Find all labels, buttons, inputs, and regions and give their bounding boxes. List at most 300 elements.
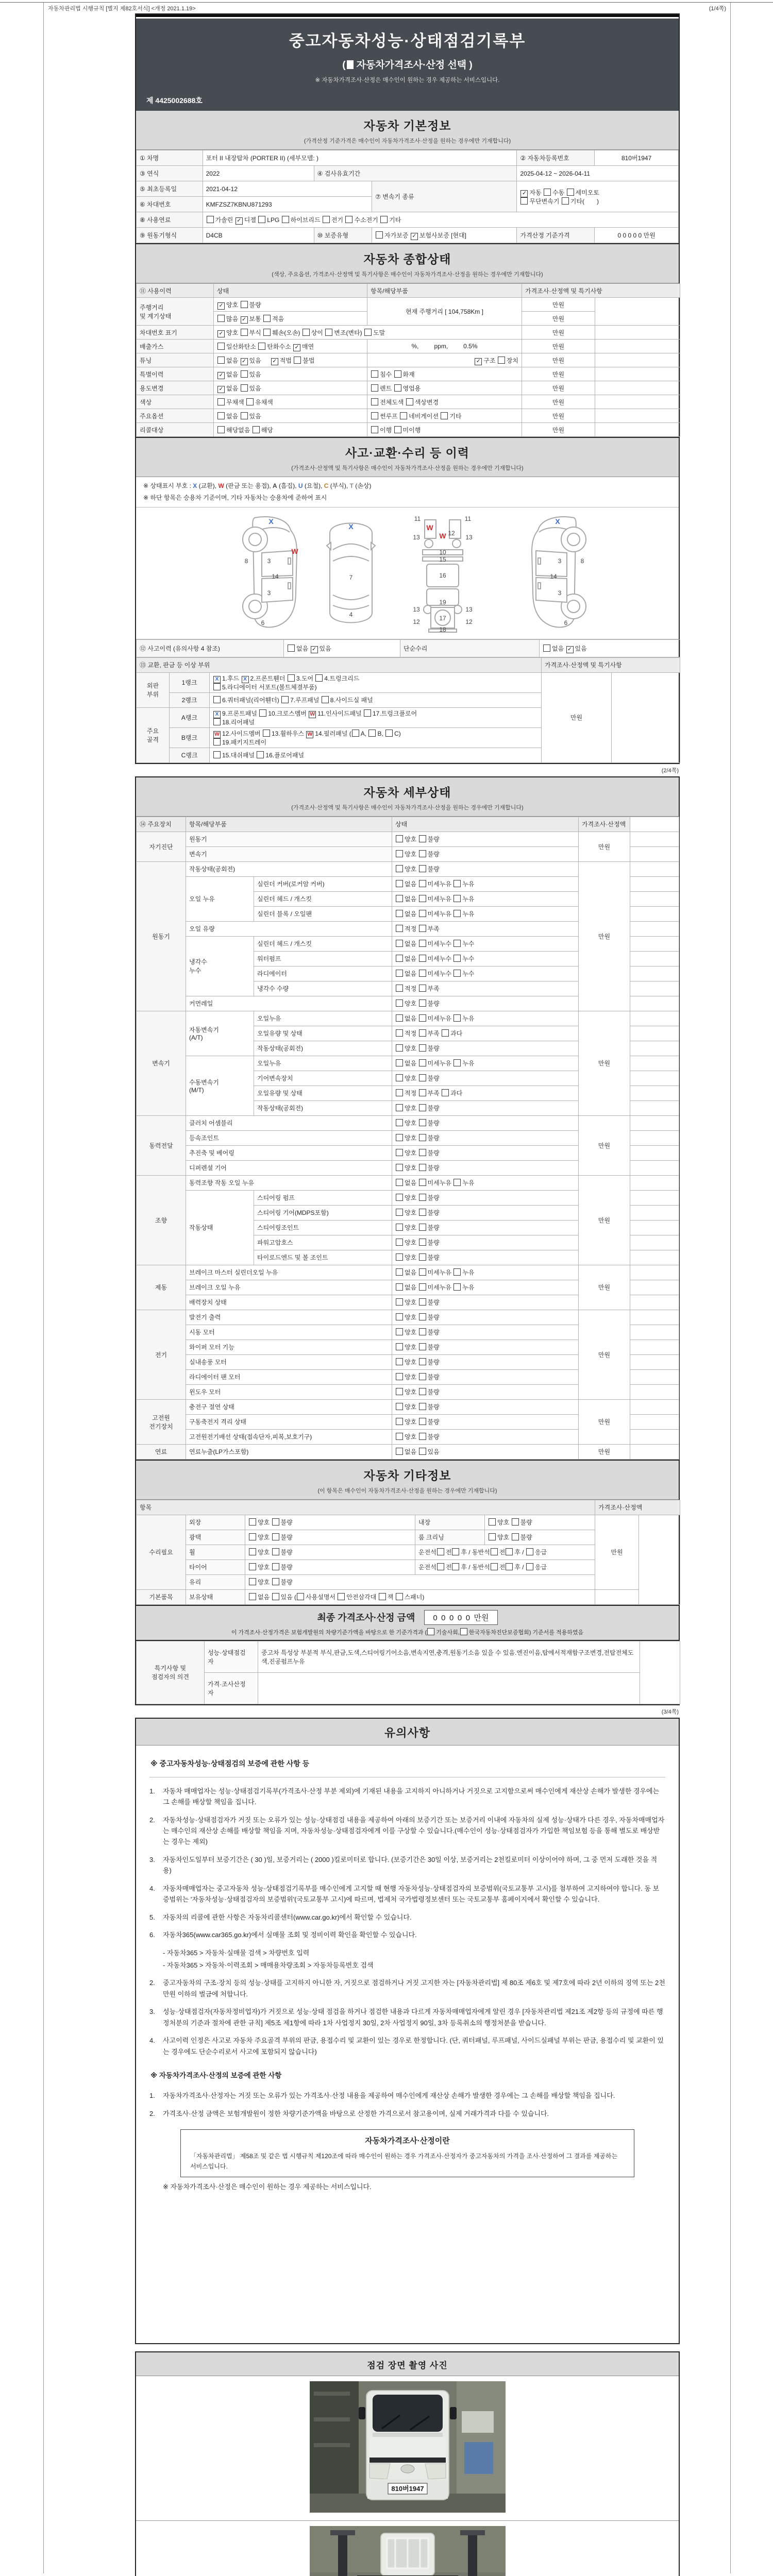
checkbox[interactable] <box>396 1134 403 1141</box>
diagram-part-number: 4 <box>349 611 353 618</box>
diagram-mark-weld: W <box>291 547 298 555</box>
checkbox[interactable] <box>460 1628 467 1635</box>
checkbox-checked[interactable]: ✓ <box>271 358 278 365</box>
checkbox[interactable] <box>419 1433 426 1440</box>
checkbox[interactable] <box>241 370 248 378</box>
table-cell: ⑦ 변속기 종류 <box>372 181 517 212</box>
checkbox[interactable] <box>249 1518 256 1526</box>
checkbox[interactable] <box>396 1194 403 1201</box>
table-cell: 오일 유량 <box>186 921 392 936</box>
checkbox[interactable] <box>396 1014 403 1022</box>
checkbox[interactable] <box>453 895 461 902</box>
table-cell: ⑧ 사용연료 <box>137 212 203 228</box>
checkbox[interactable] <box>442 1029 449 1037</box>
checkbox[interactable] <box>453 970 461 977</box>
checkbox-checked[interactable]: ✓ <box>566 646 574 653</box>
group-label: 원동기 <box>137 861 186 1011</box>
checkbox[interactable] <box>282 216 289 223</box>
remarks-cell <box>630 1250 679 1265</box>
checkbox[interactable] <box>453 910 461 917</box>
table-cell: 가격조사·산정액 및 특기사항 <box>522 284 680 298</box>
checkbox[interactable] <box>396 1224 403 1231</box>
checkbox[interactable] <box>364 329 372 336</box>
checkbox[interactable] <box>394 384 401 392</box>
checkbox-checked[interactable]: ✓ <box>241 316 248 324</box>
checkbox[interactable] <box>396 1253 403 1261</box>
checkbox[interactable] <box>396 835 403 842</box>
checkbox[interactable] <box>396 1074 403 1081</box>
table-cell: 항목/해당부품 <box>367 284 522 298</box>
table-cell: 외장 <box>186 1515 245 1530</box>
checkbox[interactable] <box>396 1209 403 1216</box>
checkbox[interactable] <box>207 216 214 223</box>
checkbox[interactable] <box>396 1029 403 1037</box>
etc-info-table <box>136 1500 680 1605</box>
svg-text:810버1947: 810버1947 <box>391 2484 424 2493</box>
checkbox[interactable] <box>419 1328 426 1335</box>
diagram-part-number: 10 <box>439 548 446 556</box>
checkbox[interactable] <box>453 1059 461 1066</box>
table-cell: 만원 <box>522 367 595 381</box>
checkbox[interactable] <box>419 1358 426 1365</box>
table-cell: 해당없음 해당 <box>214 423 367 437</box>
table-cell: 양호 불량 <box>245 1560 415 1574</box>
checkbox[interactable] <box>396 1328 403 1335</box>
checkbox[interactable] <box>452 1563 459 1570</box>
checkbox[interactable] <box>453 880 461 887</box>
final-price-note: 이 가격조사·산정가격은 보험개발원의 차량기준가액을 바탕으로 한 기준가격과 ( 기술사회, 한국자동차진단보증협회) 기준서를 적용하였음 <box>136 1628 679 1636</box>
section-overall-header: 자동차 종합상태 (색상, 주요옵션, 가격조사·산정액 및 특기사항은 매수인이 자동차가격조사·산정을 원하는 경우에만 기재합니다) <box>136 243 679 283</box>
checkbox[interactable] <box>396 1358 403 1365</box>
table-row <box>137 181 679 197</box>
checkbox[interactable] <box>419 1059 426 1066</box>
table-cell: 양호 불량 <box>392 1414 579 1429</box>
checkbox[interactable] <box>352 730 359 737</box>
checkbox-checked[interactable]: ✓ <box>236 217 243 225</box>
remarks-cell <box>630 936 679 951</box>
checkbox[interactable] <box>437 1563 444 1570</box>
checkbox[interactable] <box>394 426 401 433</box>
checkbox[interactable] <box>376 231 383 239</box>
checkbox[interactable] <box>512 1518 519 1526</box>
table-cell: ⑭ 주요장치 <box>137 817 186 832</box>
diagram-part-number: 12 <box>448 529 455 537</box>
diagram-part-number: 19 <box>439 598 446 606</box>
checkbox[interactable] <box>419 1119 426 1126</box>
table-cell: A랭크 <box>170 707 210 727</box>
checkbox[interactable] <box>526 1548 533 1555</box>
checkbox[interactable] <box>263 315 271 322</box>
checkbox[interactable] <box>543 645 550 652</box>
table-cell: 스티어링 기어(MDPS포함) <box>254 1205 392 1220</box>
checkbox[interactable] <box>396 1179 403 1186</box>
checkbox-checked[interactable]: W <box>213 731 221 738</box>
table-row <box>137 409 680 423</box>
checkbox[interactable] <box>281 696 289 703</box>
checkbox[interactable] <box>396 1403 403 1410</box>
checkbox[interactable] <box>491 1563 498 1570</box>
table-cell: 실린더 헤드 / 개스킷 <box>254 891 392 906</box>
checkbox[interactable] <box>396 1283 403 1291</box>
checkbox[interactable] <box>419 1179 426 1186</box>
checkbox[interactable] <box>419 1164 426 1171</box>
document-page <box>43 3 731 2573</box>
checkbox[interactable] <box>396 970 403 977</box>
table-cell: C랭크 <box>170 748 210 762</box>
checkbox[interactable] <box>394 370 401 378</box>
checkbox[interactable] <box>419 895 426 902</box>
damage-note-line: ※ 하단 항목은 승용차 기준이며, 기타 자동차는 승용차에 준하여 표시 <box>143 494 327 501</box>
checkbox[interactable] <box>419 1343 426 1350</box>
checkbox[interactable] <box>419 1149 426 1156</box>
table-cell: 기어변속장치 <box>254 1071 392 1086</box>
checkbox[interactable] <box>489 1533 496 1540</box>
checkbox[interactable] <box>241 384 248 392</box>
table-cell: ⑥ 차대번호 <box>137 197 203 212</box>
table-cell: 고전원전기배선 상태(접속단자,피복,보호기구) <box>186 1429 392 1444</box>
checkbox[interactable] <box>396 910 403 917</box>
checkbox-checked[interactable]: X <box>213 711 221 718</box>
checkbox[interactable] <box>396 1313 403 1320</box>
checkbox-checked[interactable]: ✓ <box>311 646 318 653</box>
checkbox[interactable] <box>396 1089 403 1096</box>
checkbox[interactable] <box>213 696 221 703</box>
checkbox[interactable] <box>419 850 426 857</box>
checkbox[interactable] <box>396 1119 403 1126</box>
checkbox[interactable] <box>453 940 461 947</box>
checkbox[interactable] <box>396 1373 403 1380</box>
checkbox[interactable] <box>419 1239 426 1246</box>
checkbox[interactable] <box>379 1593 386 1600</box>
checkbox[interactable] <box>259 709 266 717</box>
table-cell: 적정 부족 과다 <box>392 1026 579 1041</box>
checkbox[interactable] <box>452 1548 459 1555</box>
table-cell <box>595 326 680 340</box>
checkbox[interactable] <box>272 1593 279 1600</box>
checkbox[interactable] <box>491 1548 498 1555</box>
checkbox[interactable] <box>294 357 301 364</box>
checkbox[interactable] <box>419 925 426 932</box>
checkbox[interactable] <box>272 1563 279 1570</box>
checkbox[interactable] <box>325 329 332 336</box>
table-cell: 동력조향 작동 오일 누유 <box>186 1175 392 1190</box>
checkbox[interactable] <box>217 315 225 322</box>
checkbox[interactable] <box>396 1433 403 1440</box>
checkbox[interactable] <box>213 738 221 745</box>
checkbox[interactable] <box>368 730 376 737</box>
checkbox[interactable] <box>217 343 225 350</box>
checkbox[interactable] <box>437 1548 444 1555</box>
table-cell: 양호 불량 <box>485 1530 595 1545</box>
table-cell: 침수 화재 <box>367 367 522 381</box>
checkbox[interactable] <box>257 751 264 758</box>
table-cell: 항목 <box>137 1500 595 1515</box>
checkbox[interactable] <box>396 1044 403 1052</box>
checkbox[interactable] <box>419 1373 426 1380</box>
checkbox[interactable] <box>419 985 426 992</box>
checkbox[interactable] <box>263 730 270 737</box>
checkbox[interactable] <box>567 189 574 196</box>
checkbox-checked[interactable]: ✓ <box>520 190 528 197</box>
checkbox[interactable] <box>419 1268 426 1276</box>
checkbox[interactable] <box>396 985 403 992</box>
checkbox-checked[interactable]: ✓ <box>217 302 225 310</box>
checkbox-checked[interactable]: X <box>213 676 221 683</box>
table-cell <box>639 1515 680 1604</box>
remarks-cell <box>630 1190 679 1205</box>
checkbox[interactable] <box>297 1593 304 1600</box>
checkbox[interactable] <box>453 1283 461 1291</box>
table-cell: 커먼레일 <box>186 996 392 1011</box>
checkbox-checked[interactable]: ✓ <box>411 233 418 240</box>
vehicle-diagram <box>136 507 679 639</box>
checkbox[interactable] <box>371 426 378 433</box>
table-cell: 양호 불량 <box>392 1384 579 1399</box>
notice-subitem: - 자동차365 > 자동차·실매물 검색 > 차량번호 입력 <box>163 1948 310 1957</box>
remarks-cell <box>630 891 679 906</box>
checkbox-checked[interactable]: W <box>309 711 316 718</box>
checkbox[interactable] <box>338 1593 345 1600</box>
table-row <box>137 353 680 367</box>
checkbox[interactable] <box>396 1059 403 1066</box>
table-cell: 만원 <box>522 340 595 353</box>
checkbox[interactable] <box>419 865 426 872</box>
checkbox[interactable] <box>396 1448 403 1455</box>
checkbox[interactable] <box>396 999 403 1007</box>
table-cell: ⑪ 사용이력 <box>137 284 214 298</box>
checkbox[interactable] <box>396 865 403 872</box>
table-cell <box>630 817 679 832</box>
checkbox[interactable] <box>506 1563 513 1570</box>
checkbox[interactable] <box>419 1403 426 1410</box>
checkbox[interactable] <box>217 357 225 364</box>
checkbox[interactable] <box>288 674 295 682</box>
table-cell: 상태 <box>392 817 579 832</box>
checkbox[interactable] <box>371 398 378 405</box>
checkbox-checked[interactable]: ✓ <box>217 372 225 379</box>
checkbox[interactable] <box>396 955 403 962</box>
diagram-part-number: 3 <box>558 589 562 597</box>
checkbox[interactable] <box>217 412 225 419</box>
checkbox[interactable] <box>241 412 248 419</box>
checkbox[interactable] <box>419 1089 426 1096</box>
checkbox-checked[interactable]: ✓ <box>475 358 482 365</box>
table-row <box>137 1444 679 1459</box>
checkbox[interactable] <box>396 1593 403 1600</box>
checkbox[interactable] <box>213 751 221 758</box>
checkbox[interactable] <box>249 1563 256 1570</box>
checkbox[interactable] <box>249 1548 256 1555</box>
table-cell: 양호 불량 <box>392 1354 579 1369</box>
checkbox[interactable] <box>419 1298 426 1306</box>
table-cell: 중고차 특성상 부분적 부식,판금,도색,스티어링기어소음,변속지연,충격,원동기소음 있을 수 있음.엔진이음,탑에서적재함구조변경,전탑전체도색,진공펌프누유 <box>258 1641 640 1672</box>
front-photo-cell <box>136 2376 679 2521</box>
checkbox[interactable] <box>526 1563 533 1570</box>
checkbox[interactable] <box>258 343 265 350</box>
checkbox[interactable] <box>396 880 403 887</box>
checkbox[interactable] <box>512 1533 519 1540</box>
checkbox[interactable] <box>562 197 569 205</box>
checkbox[interactable] <box>371 384 378 392</box>
detailed-condition-table <box>136 817 679 1460</box>
checkbox[interactable] <box>272 1578 279 1585</box>
checkbox-checked[interactable]: ✓ <box>293 344 300 351</box>
checkbox[interactable] <box>419 1448 426 1455</box>
table-cell: X 9.프론트패널 10.크로스멤버 W 11.인사이드패널 17.트렁크플로어 18.리어패널 <box>210 707 542 727</box>
checkbox[interactable] <box>419 1388 426 1395</box>
checkbox[interactable] <box>385 730 393 737</box>
table-cell <box>595 353 680 367</box>
checkbox[interactable] <box>249 1533 256 1540</box>
checkbox[interactable] <box>246 398 254 405</box>
checkbox[interactable] <box>217 426 225 433</box>
table-cell: 없음 미세누수 누수 <box>392 951 579 966</box>
checkbox[interactable] <box>315 674 323 682</box>
checkbox-checked[interactable]: ✓ <box>217 330 225 337</box>
checkbox[interactable] <box>419 1044 426 1052</box>
checkbox-checked[interactable]: ✓ <box>217 386 225 393</box>
checkbox[interactable] <box>396 1239 403 1246</box>
checkbox[interactable] <box>371 412 378 419</box>
checkbox[interactable] <box>213 718 221 725</box>
checkbox[interactable] <box>419 1104 426 1111</box>
checkbox[interactable] <box>419 1074 426 1081</box>
checkbox[interactable] <box>364 709 371 717</box>
checkbox[interactable] <box>258 216 265 223</box>
checkbox[interactable] <box>419 955 426 962</box>
remarks-cell <box>630 1160 679 1175</box>
notice-item: 2. 자동차성능·상태점검자가 거짓 또는 오류가 있는 성능·상태점검 내용을 제공하여 아래의 보증기간 또는 보증거리 이내에 자동차의 실제 성능·상태가 다른 경우, 자동차매매업자는 매수인의 재산상 손해를 배상할 책임을 지며, 자동차성능·상태점검자에게 이를 구상할 수 있습니다.(매수인이 성능·상태점검자가 가입한 책임보험 등을 통해 별도로 배상받는 경우는 제외) <box>149 1816 665 1846</box>
checkbox[interactable] <box>427 1628 434 1635</box>
remarks-cell <box>630 1175 679 1190</box>
checkbox[interactable] <box>453 1014 461 1022</box>
checkbox[interactable] <box>419 1253 426 1261</box>
checkbox[interactable] <box>419 940 426 947</box>
checkbox[interactable] <box>272 1518 279 1526</box>
checkbox[interactable] <box>453 1268 461 1276</box>
table-cell: 없음 미세누유 누유 <box>392 1056 579 1071</box>
checkbox-checked[interactable]: X <box>242 676 249 683</box>
checkbox[interactable] <box>249 1578 256 1585</box>
checkbox[interactable] <box>396 1418 403 1425</box>
checkbox[interactable] <box>441 412 448 419</box>
checkbox[interactable] <box>253 426 260 433</box>
table-cell: 실린더 헤드 / 개스킷 <box>254 936 392 951</box>
table-cell: 양호 불량 <box>392 1250 579 1265</box>
damage-code-letter: A <box>273 482 277 489</box>
checkbox[interactable] <box>419 1224 426 1231</box>
diagram-part-number: 7 <box>349 573 353 581</box>
checkbox[interactable] <box>371 370 378 378</box>
checkbox[interactable] <box>396 1298 403 1306</box>
checkbox[interactable] <box>419 1209 426 1216</box>
table-cell: 윈도우 모터 <box>186 1384 392 1399</box>
checkbox[interactable] <box>396 850 403 857</box>
checkbox[interactable] <box>419 835 426 842</box>
checkbox[interactable] <box>272 1533 279 1540</box>
checkbox[interactable] <box>396 1268 403 1276</box>
checkbox[interactable] <box>442 1089 449 1096</box>
table-cell: 가솔린 ✓ 디젤 LPG 하이브리드 전기 수소전기 기타 <box>203 212 678 228</box>
table-cell: 주요옵션 <box>137 409 214 423</box>
diagram-part-number: 11 <box>464 515 472 522</box>
checkbox[interactable] <box>396 1343 403 1350</box>
checkbox[interactable] <box>489 1518 496 1526</box>
notice-section-heading: ※ 중고자동차성능·상태점검의 보증에 관한 사항 등 <box>149 1753 665 1777</box>
checkbox[interactable] <box>419 1313 426 1320</box>
checkbox-checked[interactable]: ✓ <box>241 358 248 365</box>
table-row <box>137 1310 679 1325</box>
table-cell: 양호 불량 <box>245 1515 415 1530</box>
checkbox[interactable] <box>400 412 407 419</box>
checkbox[interactable] <box>272 1548 279 1555</box>
checkbox[interactable] <box>396 1388 403 1395</box>
table-row <box>137 1115 679 1130</box>
checkbox[interactable] <box>419 1134 426 1141</box>
checkbox[interactable] <box>506 1548 513 1555</box>
checkbox-checked[interactable]: W <box>306 731 313 738</box>
checkbox[interactable] <box>419 1283 426 1291</box>
table-cell: ✓ 없음 있음 <box>214 367 367 381</box>
checkbox[interactable] <box>419 970 426 977</box>
table-cell: 이행 미이행 <box>367 423 522 437</box>
checkbox[interactable] <box>520 197 528 205</box>
checkbox[interactable] <box>396 1164 403 1171</box>
table-cell: 양호 불량 <box>392 1340 579 1354</box>
checkbox[interactable] <box>263 329 271 336</box>
section-basic-title: 자동차 기본정보 <box>363 119 451 132</box>
checkbox[interactable] <box>419 1029 426 1037</box>
diagram-part-number: 3 <box>267 557 271 565</box>
checkbox[interactable] <box>241 301 248 308</box>
checkbox[interactable] <box>345 216 352 223</box>
checkbox[interactable] <box>498 357 505 364</box>
remarks-cell <box>630 1205 679 1220</box>
checkbox[interactable] <box>217 398 225 405</box>
checkbox[interactable] <box>323 216 330 223</box>
checkbox[interactable] <box>406 398 413 405</box>
price-cell: 만원 <box>579 832 630 861</box>
checkbox[interactable] <box>419 910 426 917</box>
checkbox[interactable] <box>396 895 403 902</box>
checkbox[interactable] <box>419 999 426 1007</box>
table-cell: 2022 <box>203 166 314 181</box>
checkbox[interactable] <box>544 189 551 196</box>
checkbox[interactable] <box>288 645 295 652</box>
checkbox[interactable] <box>396 1104 403 1111</box>
checkbox[interactable] <box>322 696 329 703</box>
checkbox[interactable] <box>396 925 403 932</box>
checkbox[interactable] <box>453 1179 461 1186</box>
checkbox[interactable] <box>303 329 310 336</box>
table-cell: ① 차명 <box>137 150 203 166</box>
table-cell: 양호 불량 <box>392 1100 579 1115</box>
checkbox[interactable] <box>396 940 403 947</box>
table-cell: 광택 <box>186 1530 245 1545</box>
checkbox[interactable] <box>213 683 221 690</box>
checkbox[interactable] <box>419 1418 426 1425</box>
checkbox[interactable] <box>396 1149 403 1156</box>
checkbox[interactable] <box>419 1014 426 1022</box>
checkbox[interactable] <box>453 955 461 962</box>
remarks-cell <box>630 951 679 966</box>
checkbox[interactable] <box>380 216 388 223</box>
checkbox[interactable] <box>249 1593 256 1600</box>
table-cell: 자가보증 ✓ 보험사보증 [현대] <box>372 228 517 243</box>
checkbox[interactable] <box>241 329 248 336</box>
checkbox[interactable] <box>419 1194 426 1201</box>
checkbox[interactable] <box>419 880 426 887</box>
